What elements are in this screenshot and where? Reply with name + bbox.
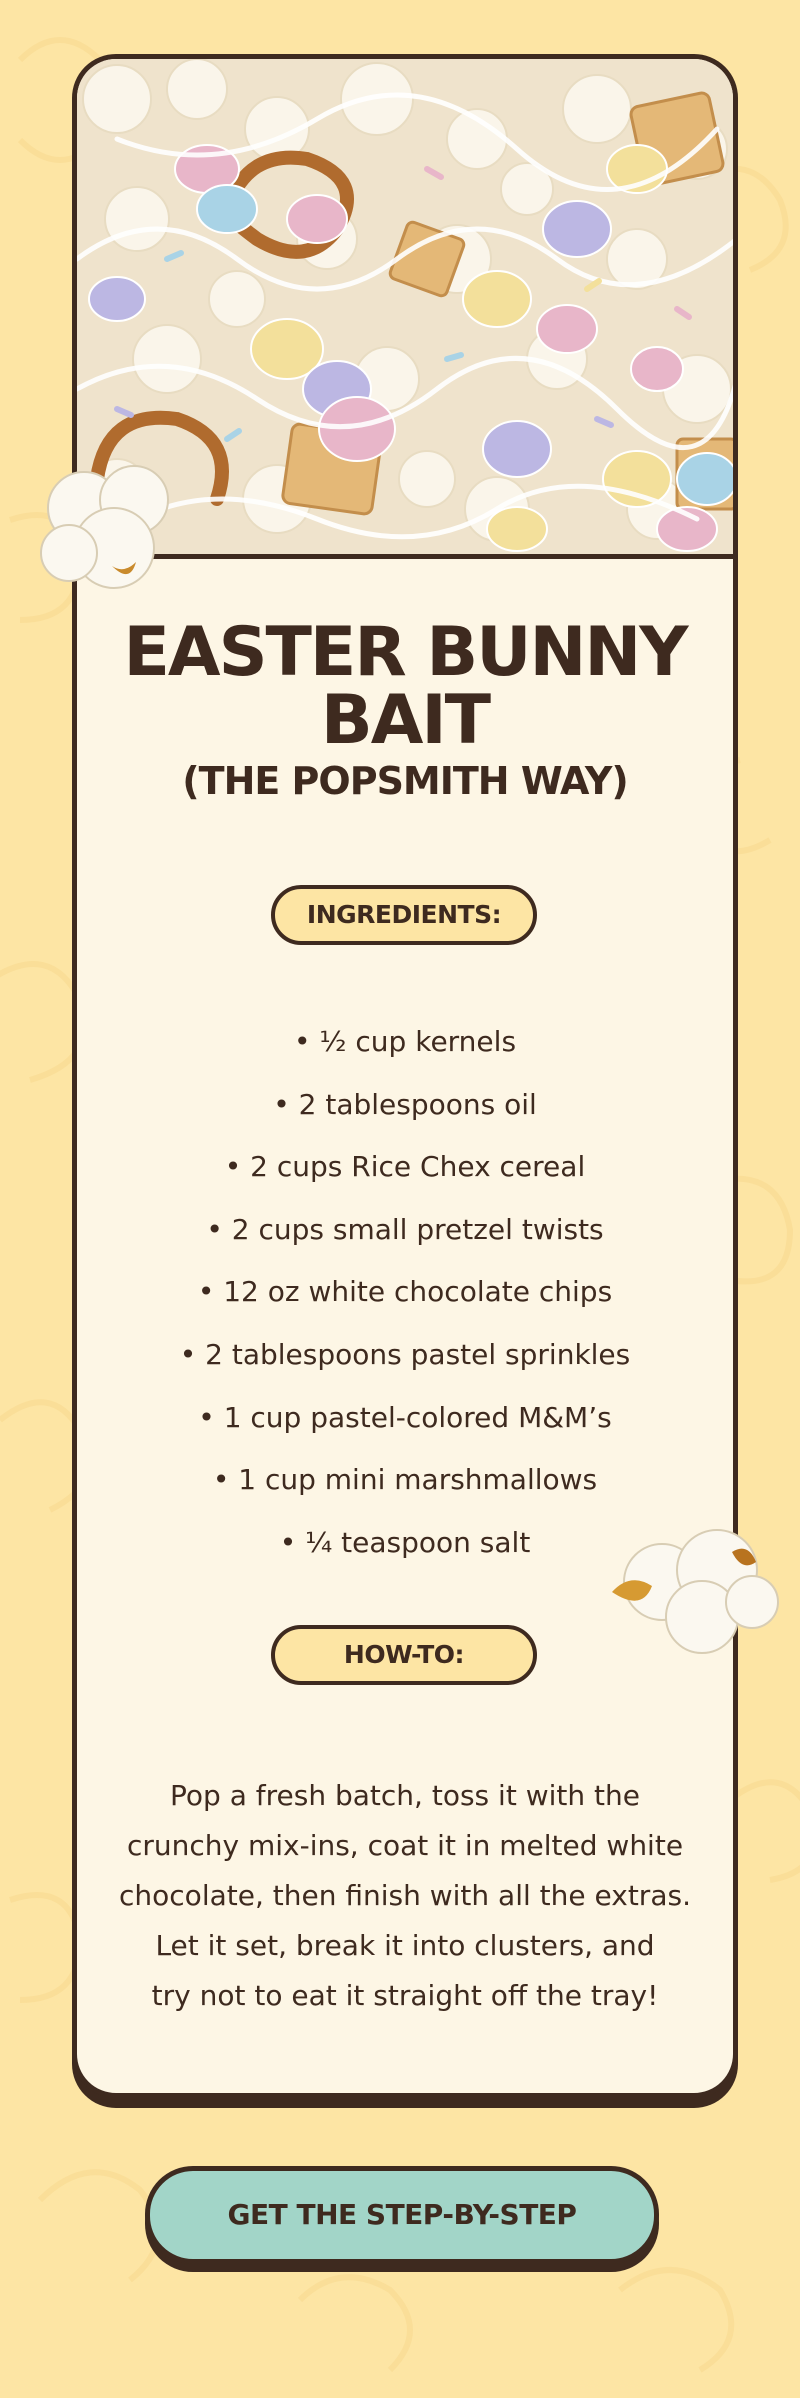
howto-line: Pop a fresh batch, toss it with the [170,1779,640,1812]
howto-heading: HOW-TO: [271,1625,537,1685]
ingredient-item: • ½ cup kernels [293,1025,517,1058]
ingredient-item: • 2 tablespoons oil [273,1087,537,1121]
ingredient-item: • 1 cup mini marshmallows [212,1463,598,1497]
ingredient-item: • 12 oz white chocolate chips [197,1275,613,1309]
popcorn-kernel-icon [24,448,194,608]
howto-line: Let it set, break it into clusters, and [155,1929,655,1962]
howto-line: chocolate, then finish with all the extras. [119,1879,691,1912]
ingredient-item: • 1 cup pastel-colored M&M’s [198,1400,612,1434]
ingredient-item: • 2 tablespoons pastel sprinkles [179,1337,631,1371]
ingredients-heading: INGREDIENTS: [271,885,537,945]
step-by-step-button[interactable]: GET THE STEP-BY-STEP [145,2166,659,2264]
popcorn-kernel-icon [592,1512,788,1662]
howto-line: try not to eat it straight off the tray! [151,1979,659,2012]
ingredient-item: • ¼ teaspoon salt [279,1525,531,1559]
recipe-card [72,54,738,2098]
recipe-subtitle: (THE POPSMITH WAY) [182,759,628,803]
howto-paragraph [117,1771,693,2021]
howto-line: crunchy mix-ins, coat it in melted white [126,1829,684,1862]
ingredient-item: • 2 cups small pretzel twists [206,1212,604,1246]
recipe-title [77,613,733,760]
recipe-title-line2: BAIT [320,681,490,760]
recipe-title-line1: EASTER BUNNY [123,613,687,692]
ingredients-list [77,1025,733,1588]
ingredient-item: • 2 cups Rice Chex cereal [224,1150,586,1184]
